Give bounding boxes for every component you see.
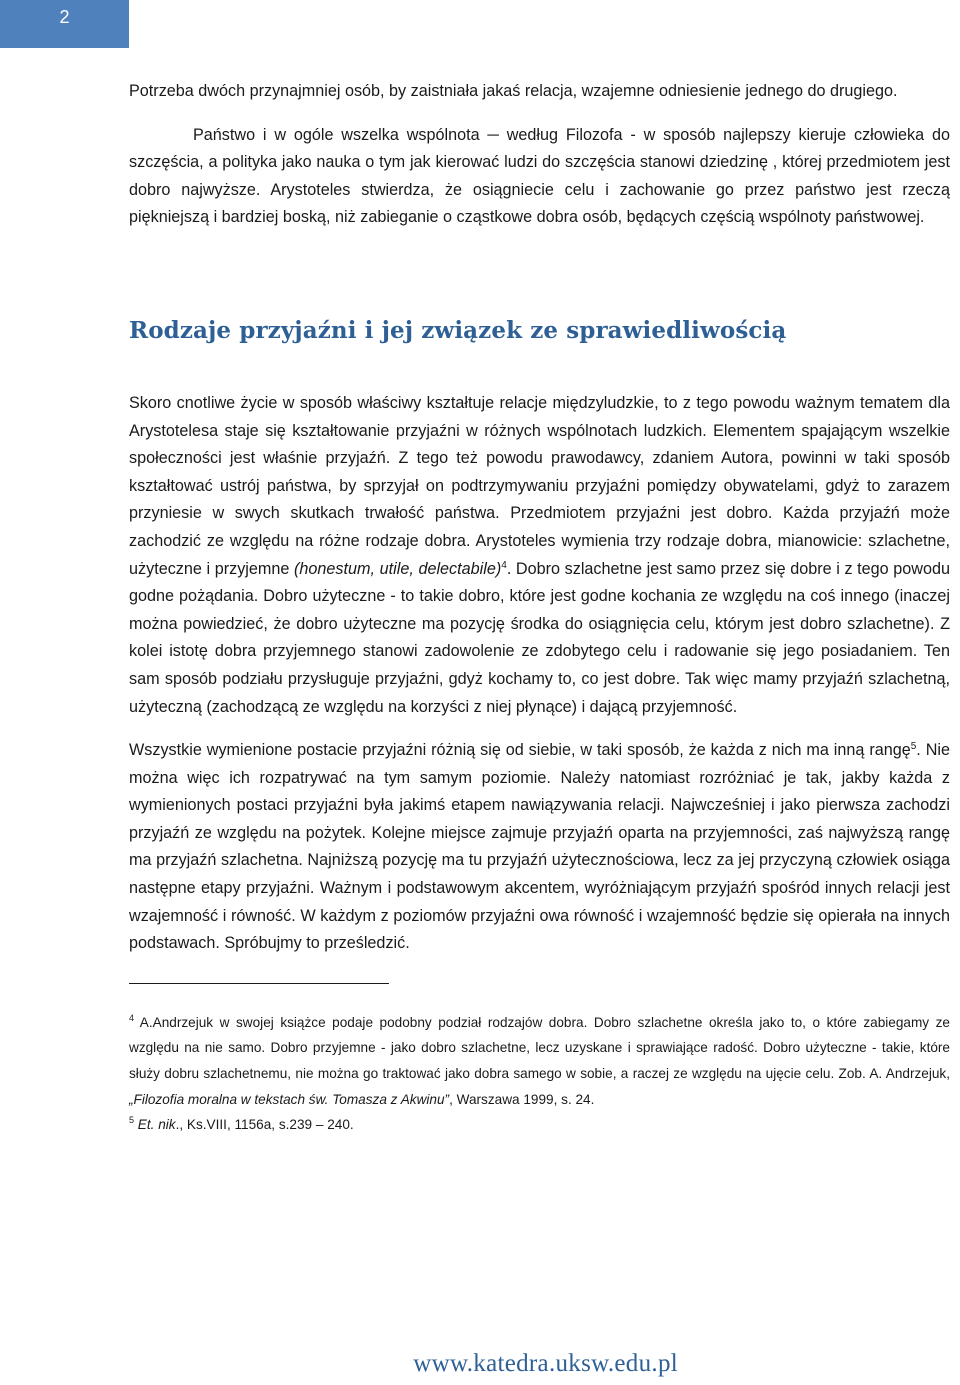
page-number: 2 [59,7,70,27]
document-body [129,78,950,1138]
footnote-4-tail: , Warszawa 1999, s. 24. [449,1091,595,1107]
paragraph-4 [129,737,950,958]
footnote-5-tail: ., Ks.VIII, 1156a, s.239 – 240. [175,1117,354,1133]
footnote-ref-4[interactable]: 4 [501,559,507,571]
footnote-separator [129,983,389,984]
footnote-4-number: 4 [129,1012,135,1023]
paragraph-3-latin-terms: (honestum, utile, delectabile) [294,559,502,578]
footnote-4-book-title: „Filozofia moralna w tekstach św. Tomasza z Akwinu” [129,1091,450,1107]
paragraph-3 [129,390,950,721]
paragraph-3-text-b: . Dobro szlachetne jest samo przez się dobre i z tego powodu godne pożądania. Dobro użyteczne - to takie dobro, które jest godne kochania ze względu na coś innego (inaczej można powiedzieć, że dobro użyteczne ma pozycję środka do osiągnięcia celu, którym jest dobro szlachetne). Z kolei istotę dobra przyjemnego stanowi zadowolenie ze zdobytego celu i radowanie się jego posiadaniem. Ten sam sposób podziału przysługuje przyjaźni, gdyż kochamy to, co jest dobre. Tak więc mamy przyjaźń szlachetną, użyteczną (zachodzącą ze względu na korzyści z niej płynące) i dającą przyjemność. [129,559,950,716]
footnote-4 [129,1010,950,1112]
footnote-ref-5[interactable]: 5 [910,741,917,753]
paragraph-4-text-a: Wszystkie wymienione postacie przyjaźni różnią się od siebie, w taki sposób, że każda z nich ma inną rangę [129,741,911,760]
footer-website-link[interactable]: www.katedra.uksw.edu.pl [413,1350,678,1377]
paragraph-2: Państwo i w ogóle wszelka wspólnota ─ według Filozofa - w sposób najlepszy kieruje człowieka do szczęścia, a polityka jako nauka o tym jak kierować ludzi do szczęścia stanowi dziedzinę , której przedmiotem jest dobro najwyższe. Arystoteles stwierdza, że osiągniecie celu i zachowanie go przez państwo jest rzeczą piękniejszą i bardziej boską, niż zabieganie o cząstkowe dobra osób, będących częścią wspólnoty państwowej. [129,125,950,227]
footnote-4-text: A.Andrzejuk w swojej książce podaje podobny podział rodzajów dobra. Dobro szlachetne określa jako to, o które zabiegamy ze względu na nie samo. Dobro przyjemne - jako dobro szlachetne, lecz uzyskane i sprawiające radość. Dobro użyteczne - takie, które służy dobru szlachetnemu, nie można go traktować jako dobra samego w sobie, a raczej ze względu na ujęcie celu. Zob. A. Andrzejuk, [129,1014,950,1082]
paragraph-1: Potrzeba dwóch przynajmniej osób, by zaistniała jakaś relacja, wzajemne odniesienie jednego do drugiego. [129,82,898,100]
paragraph-4-text-b: . Nie można więc ich rozpatrywać na tym samym poziomie. Należy natomiast rozróżniać je tak, jakby każda z wymienionych postaci przyjaźni była jakimś etapem nawiązywania relacji. Najwcześniej i jako pierwsza zachodzi przyjaźń ze względu na pożytek. Kolejne miejsce zajmuje przyjaźń oparta na przyjemności, zaś najwyższą rangę ma przyjaźń szlachetna. Najniższą pozycję ma tu przyjaźń użytecznościowa, lecz za jej przyczyną człowiek osiąga następne etapy przyjaźni. Ważnym i podstawowym akcentem, wyróżniającym przyjaźń spośród innych relacji jest wzajemność i równość. W każdym z poziomów przyjaźni owa równość i wzajemność będzie się opierała na innych podstawach. Spróbujmy to prześledzić. [129,741,950,953]
page-number-box [0,0,129,48]
footnote-5-work-title: Et. nik [134,1117,176,1133]
section-heading: Rodzaje przyjaźni i jej związek ze sprawiedliwością [129,316,787,344]
footnote-5-number: 5 [129,1115,135,1126]
paragraph-3-text-a: Skoro cnotliwe życie w sposób właściwy kształtuje relacje międzyludzkie, to z tego powodu ważnym tematem dla Arystotelesa staje się kształtowanie przyjaźni w różnych wspólnotach ludzkich. Elementem spajającym wszelkie społeczności jest właśnie przyjaźń. Z tego też powodu prawodawcy, zdaniem Autora, powinni w taki sposób kształtować ustrój państwa, by sprzyjał on podtrzymywaniu przyjaźni pomiędzy obywatelami, gdyż to zarazem przyniesie w swych skutkach trwałość państwa. Przedmiotem przyjaźni jest dobro. Każda przyjaźń może zachodzić ze względu na różne rodzaje dobra. Arystoteles wymienia trzy rodzaje dobra, mianowicie: szlachetne, użyteczne i przyjemne [129,393,950,578]
footnote-5 [129,1112,950,1138]
